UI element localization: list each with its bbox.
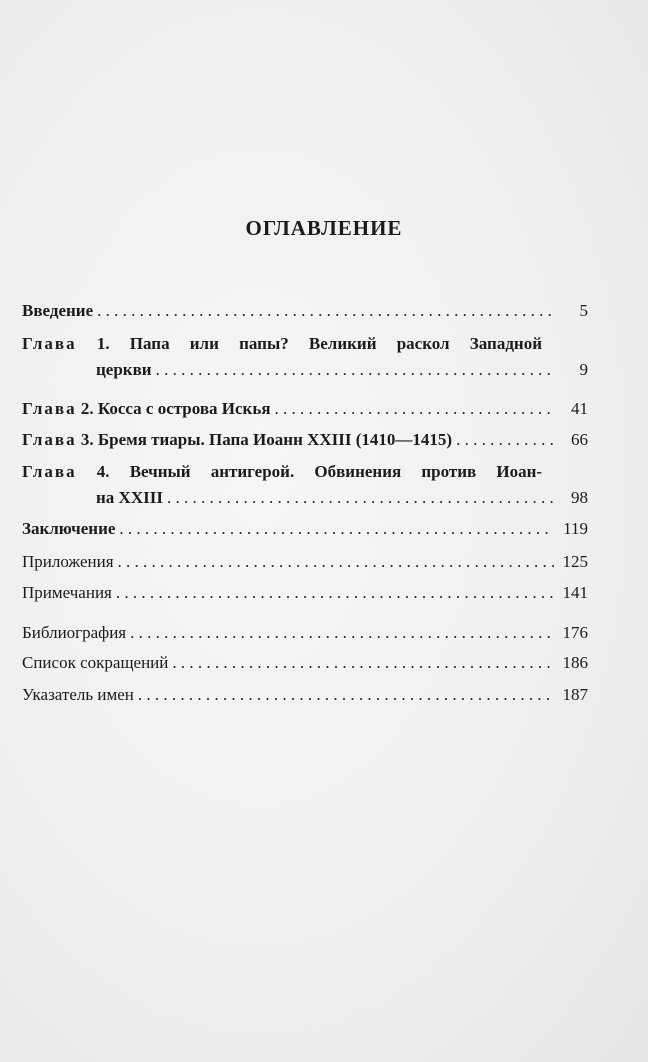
chapter-title: Косса с острова Искья: [97, 399, 271, 418]
toc-entry-name-index[interactable]: [22, 682, 588, 708]
dot-leader: [119, 516, 554, 542]
chapter-number: 3.: [80, 430, 94, 449]
dot-leader: [138, 682, 554, 708]
dot-leader: [116, 580, 554, 606]
toc-entry-chapter-2[interactable]: [22, 396, 588, 422]
chapter-prefix: Глава: [22, 462, 77, 481]
page-title: ОГЛАВЛЕНИЕ: [245, 216, 403, 240]
toc-entry-first-line: [22, 459, 542, 485]
toc-page-number: 186: [562, 653, 588, 672]
toc-page-number: 98: [571, 488, 588, 507]
toc-page-number: 176: [562, 623, 588, 642]
toc-entry-notes[interactable]: [22, 580, 588, 606]
chapter-title-line-2: на XXIII: [96, 488, 163, 507]
dot-leader: [118, 549, 554, 575]
dot-leader: [97, 298, 554, 324]
toc-page-number: 66: [571, 430, 588, 449]
toc-entry-appendices[interactable]: [22, 549, 588, 575]
chapter-title-line-1: Папа или папы? Великий раскол Западной: [129, 334, 543, 353]
chapter-prefix: Глава: [22, 334, 77, 353]
chapter-prefix: Глава: [22, 399, 77, 418]
dot-leader: [172, 650, 554, 676]
toc-page-number: 5: [579, 301, 588, 320]
toc-entry-conclusion[interactable]: [22, 516, 588, 542]
toc-entry-label: Введение: [22, 301, 94, 320]
chapter-title-line-1: Вечный антигерой. Обвинения против Иоан-: [129, 462, 543, 481]
chapter-number: 1.: [96, 334, 110, 353]
toc-entry-label: [22, 427, 452, 453]
dot-leader: [275, 396, 554, 422]
toc-entry-label: Указатель имен: [22, 685, 134, 704]
toc-entry-chapter-3[interactable]: [22, 427, 588, 453]
dot-leader: [456, 427, 554, 453]
dot-leader: [130, 620, 554, 646]
toc-entry-first-line: [22, 331, 542, 357]
toc-entry-chapter-4[interactable]: [22, 459, 588, 511]
dot-leader: [156, 357, 554, 383]
toc-entry-label: Библиография: [22, 623, 127, 642]
toc-entry-abbreviations[interactable]: [22, 650, 588, 676]
toc-page-number: 41: [571, 399, 588, 418]
toc-entry-bibliography[interactable]: [22, 620, 588, 646]
toc-page-number: 9: [579, 360, 588, 379]
toc-page-number: 119: [563, 519, 588, 538]
toc-page-number: 125: [562, 552, 588, 571]
toc-entry-label: Приложения: [22, 552, 114, 571]
toc-page-number: 141: [562, 583, 588, 602]
toc-page-number: 187: [562, 685, 588, 704]
chapter-number: 4.: [96, 462, 110, 481]
chapter-title-line-2: церкви: [96, 360, 152, 379]
toc-entry-label: Список сокращений: [22, 653, 169, 672]
toc-entry-introduction[interactable]: [22, 298, 588, 324]
toc-entry-label: Заключение: [22, 519, 116, 538]
chapter-title: Бремя тиары. Папа Иоанн XXIII (1410—1415): [97, 430, 453, 449]
chapter-prefix: Глава: [22, 430, 77, 449]
toc-entry-label: [22, 396, 271, 422]
toc-entry-chapter-1[interactable]: [22, 331, 588, 383]
toc-entry-label: Примечания: [22, 583, 112, 602]
chapter-number: 2.: [80, 399, 94, 418]
dot-leader: [167, 485, 554, 511]
